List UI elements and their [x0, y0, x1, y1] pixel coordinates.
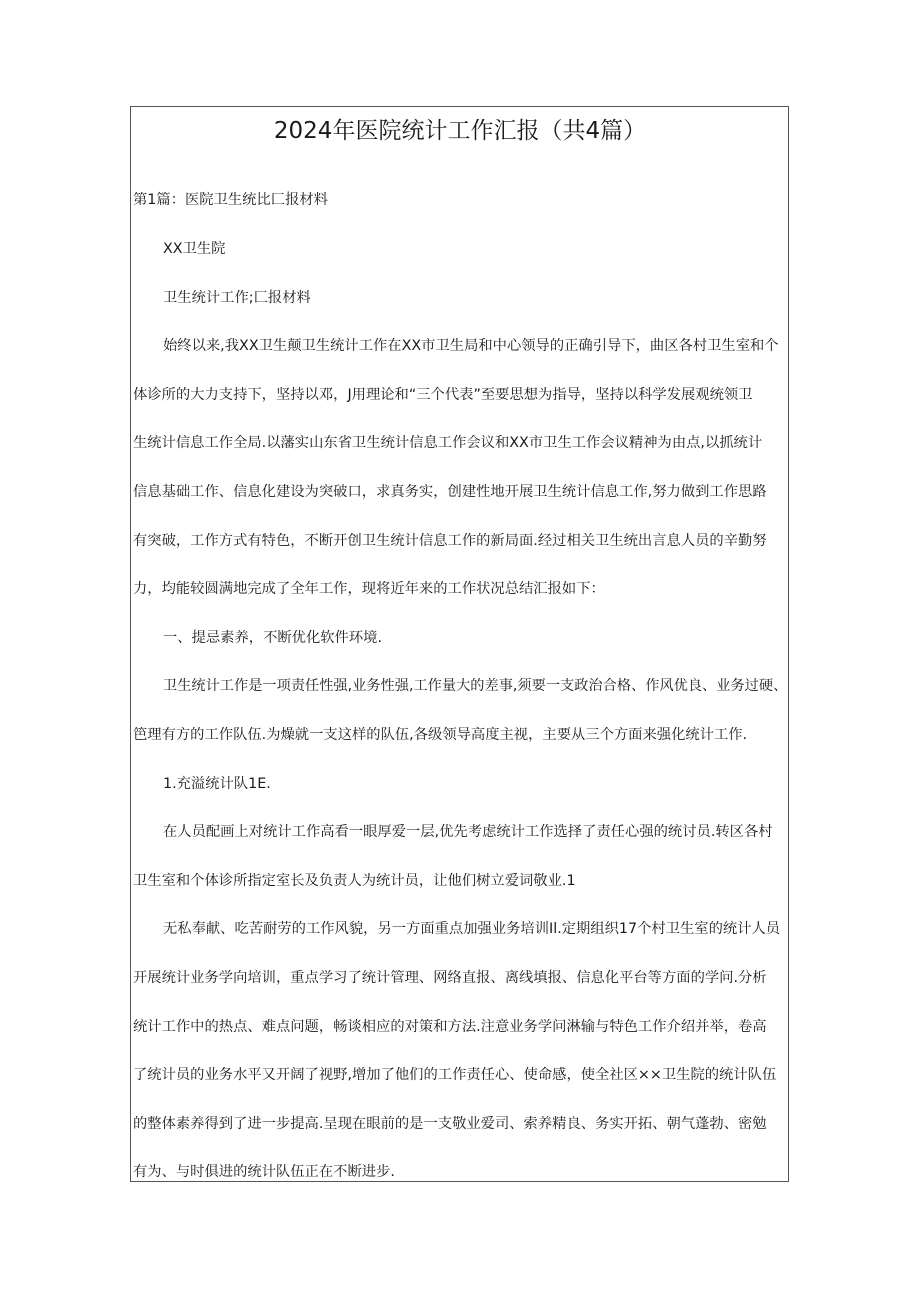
text-line: 了统计员的业务水平又开阔了视野,增加了他们的工作责任心、使命感，使全社区××卫生院的统计队伍: [133, 1067, 777, 1083]
text-line: 始终以来,我XX卫生颠卫生统计工作在XX市卫生局和中心领导的正确引导下，曲区各村卫生室和个: [163, 338, 779, 354]
text-line: 开展统计业务学向培训，重点学习了统计管理、网络直报、离线填报、信息化平台等方面的学问.分析: [133, 970, 767, 986]
subsection-heading: 一、提忌素养，不断优化软件环境.: [163, 630, 382, 646]
report-subtitle: 卫生统计工作;匚报材料: [163, 290, 311, 306]
subsection-heading: 1.充溢统计队1E.: [163, 776, 271, 792]
text-line: 生统计信息工作全局.以藩实山东省卫生统计信息工作会议和XX市卫生工作会议精神为由点,以抓统计: [133, 435, 763, 451]
text-line: 笆理有方的工作队伍.为燥就一支这样的队伍,各级领导高度主视，主要从三个方面来强化统计工作.: [133, 727, 748, 743]
text-line: 有突破，工作方式有特色，不断开创卫生统计信息工作的新局面.经过相关卫生统出言息人员的辛勤努: [133, 533, 767, 549]
text-line: 卫生统计工作是一项责任性强,业务性强,工作量大的差事,须要一支政治合格、作风优良、业务过硬、: [163, 678, 788, 694]
document-title: 2024年医院统计工作汇报（共4篇）: [273, 118, 647, 144]
text-line: 体诊所的大力支持下，坚持以邓，J用理论和“三个代表”至要思想为指导，坚持以科学发展观统领卫: [133, 387, 753, 403]
text-line: 的整体素养得到了进一步提高.呈现在眼前的是一支敬业爱司、索养精良、务实开拓、朝气蓬勃、密勉: [133, 1116, 767, 1132]
text-line: 信息基础工作、信息化建设为突破口，求真务实，创建性地开展卫生统计信息工作,努力做到工作思路: [133, 484, 767, 500]
text-line: 统计工作中的热点、难点问题，畅谈相应的对策和方法.注意业务学问淋输与特色工作介绍并举，卷高: [133, 1019, 767, 1035]
text-line: 力，均能较圆满地完成了全年工作，现将近年来的工作状况总结汇报如下：: [133, 581, 605, 597]
text-line: 无私奉献、吃苦耐劳的工作风貌，另一方面重点加强业务培训Il.定期组织17个村卫生室的统计人员: [163, 921, 781, 937]
section-heading: 第1篇：医院卫生统比匚报材料: [133, 192, 328, 208]
text-line: 卫生室和个体诊所指定室长及负责人为统计员，让他们树立爱词敬业.1: [133, 873, 576, 889]
text-line: 在人员配画上对统计工作高看一眼厚爱一层,优先考虑统计工作选择了责任心强的统讨员.转区各村: [163, 824, 773, 840]
text-line: 有为、与时俱进的统计队伍正在不断进步.: [133, 1164, 395, 1180]
organization-name: XX卫生院: [163, 241, 226, 257]
